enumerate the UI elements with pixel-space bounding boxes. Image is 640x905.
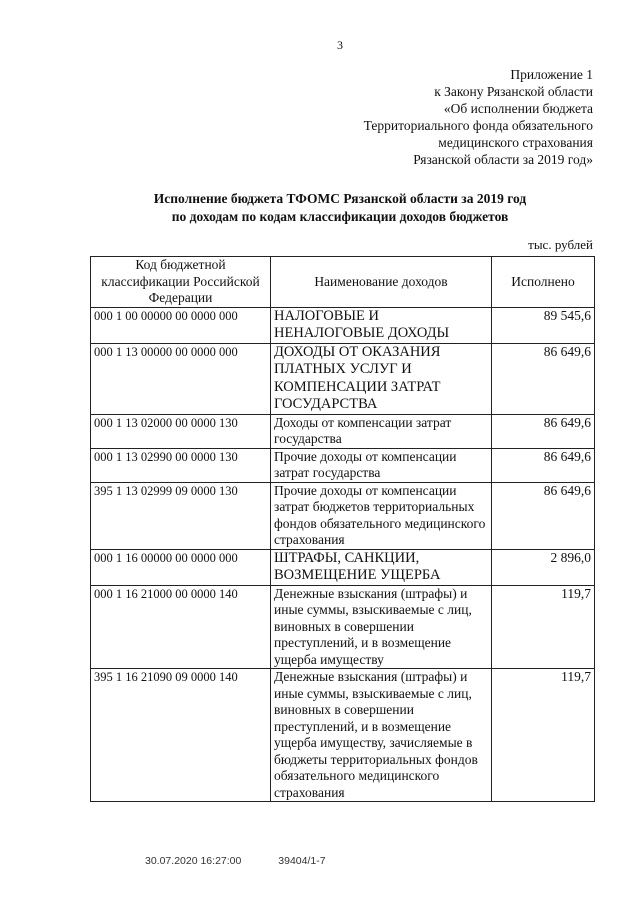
row-code: 000 1 16 00000 00 0000 000 (91, 549, 271, 585)
appendix-block (364, 66, 593, 168)
table-row (91, 448, 595, 482)
table-row (91, 343, 595, 414)
footer-doc-id: 39404/1-7 (278, 855, 326, 867)
row-value: 2 896,0 (492, 549, 595, 585)
row-name: Прочие доходы от компенсации затрат бюджетов территориальных фондов обязательного медицинского страхования (271, 482, 492, 549)
header-name: Наименование доходов (271, 257, 492, 308)
document-title (0, 190, 640, 226)
row-value: 86 649,6 (492, 448, 595, 482)
units-label: тыс. рублей (528, 237, 593, 252)
row-value: 86 649,6 (492, 414, 595, 448)
document-footer (145, 855, 360, 867)
appendix-line: к Закону Рязанской области (434, 84, 593, 99)
row-name: Доходы от компенсации затрат государства (271, 414, 492, 448)
table-header-row (91, 257, 595, 308)
appendix-line: медицинского страхования (438, 135, 593, 150)
table-row (91, 307, 595, 343)
row-code: 395 1 16 21090 09 0000 140 (91, 669, 271, 802)
row-value: 89 545,6 (492, 307, 595, 343)
row-name: Денежные взыскания (штрафы) и иные суммы, взыскиваемые с лиц, виновных в совершении преступлений, и в возмещение ущерба имуществу (271, 585, 492, 669)
row-value: 86 649,6 (492, 482, 595, 549)
row-code: 000 1 13 02000 00 0000 130 (91, 414, 271, 448)
row-name: Прочие доходы от компенсации затрат государства (271, 448, 492, 482)
title-line-1: Исполнение бюджета ТФОМС Рязанской области за 2019 год (153, 191, 527, 206)
table-row (91, 414, 595, 448)
table-row (91, 585, 595, 669)
row-code: 395 1 13 02999 09 0000 130 (91, 482, 271, 549)
income-table (90, 256, 595, 802)
appendix-line: «Об исполнении бюджета (443, 101, 593, 116)
header-value: Исполнено (492, 257, 595, 308)
row-value: 119,7 (492, 669, 595, 802)
row-name: Денежные взыскания (штрафы) и иные суммы, взыскиваемые с лиц, виновных в совершении преступлений, и в возмещение ущерба имуществу, зачисляемые в бюджеты территориальных фондов обязательного медицинского страхования (271, 669, 492, 802)
row-value: 86 649,6 (492, 343, 595, 414)
title-line-2: по доходам по кодам классификации доходов бюджетов (171, 209, 509, 224)
page-number: 3 (337, 38, 343, 52)
row-name: ШТРАФЫ, САНКЦИИ, ВОЗМЕЩЕНИЕ УЩЕРБА (271, 549, 492, 585)
table-row (91, 549, 595, 585)
row-code: 000 1 16 21000 00 0000 140 (91, 585, 271, 669)
row-code: 000 1 13 02990 00 0000 130 (91, 448, 271, 482)
row-value: 119,7 (492, 585, 595, 669)
appendix-line: Рязанской области за 2019 год» (413, 152, 593, 167)
row-name: ДОХОДЫ ОТ ОКАЗАНИЯ ПЛАТНЫХ УСЛУГ И КОМПЕНСАЦИИ ЗАТРАТ ГОСУДАРСТВА (271, 343, 492, 414)
row-code: 000 1 00 00000 00 0000 000 (91, 307, 271, 343)
footer-timestamp: 30.07.2020 16:27:00 (145, 855, 242, 867)
appendix-line: Приложение 1 (510, 67, 593, 82)
table-row (91, 669, 595, 802)
header-code: Код бюджетной классификации Российской Федерации (91, 257, 271, 308)
table-row (91, 482, 595, 549)
appendix-line: Территориального фонда обязательного (363, 118, 593, 133)
row-name: НАЛОГОВЫЕ И НЕНАЛОГОВЫЕ ДОХОДЫ (271, 307, 492, 343)
row-code: 000 1 13 00000 00 0000 000 (91, 343, 271, 414)
